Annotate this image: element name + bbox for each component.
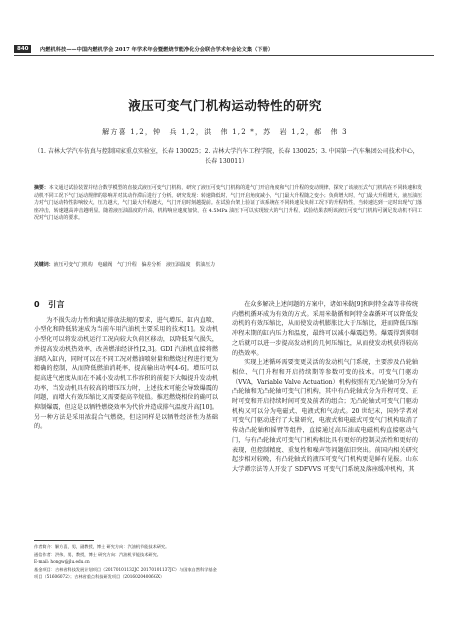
page-number: 840 xyxy=(14,45,31,53)
body-paragraph: 为不损失动力性和满足排放法规的要求，进气增压、缸内直喷、小型化和降低转速成为当前车用汽油机主要采用的技术[1]。发动机小型化可以将发动机运行工况向较大负荷区移动，以降低泵气损失，并提高发动机热效率，改善燃油经济性[2,3]。GDI 汽油机直接将燃油喷入缸内，同时可以在不同工况对燃油喷射量和燃烧过程进行更为精确的控制，从而降低燃油消耗率，提高输出功率[4-6]。增压可以提高进气密度从而在不减小发动机工作容积的前提下大幅提升发动机功率，当发动机具有较高的增压压力时，上述技术可能会导致爆震的问题，而增大有效压缩比又需要提高辛烷值。推迟燃烧相位的确可以抑制爆震，但这是以牺牲燃烧效率为代价并造成排气温度升高[10]。另一种方法是采用浓混合气燃烧，但这同样是以牺牲经济性为基础的。 xyxy=(34,316,218,431)
abstract-text: 本文通过试验装置并结合数学模型的直接式液压可变气门机构，研究了液压可变气门机构的进气门开启角度和气门升程的变动规律，探究了该液压式气门机构在不同转速和发动机不同工况下气门运动规律的影响并对其动作滞后进行了分析。研究发现：转速降低时，气门开启角度减小，气门最大升程随之变小；负荷增大时，气门最大升程增大，液压油压力对气门运动特性影响较大，压力越大，气门最大升程越大，气门开启时刻越提前。在试验台架上验证了该系统在不同转速及负荷工况下的升程特性，当转速达到一定时出现气门落座冲击，转速越高冲击越明显。随着液压油温度的升高，机构响应速度加快，在 4.5MPa 油压下可以实现较大的气门升程，试验结果表明该液压可变气门机构可满足发动机不同工况对气门运动的要求。 xyxy=(34,185,422,222)
right-column xyxy=(232,300,418,475)
affiliation: （1. 吉林大学汽车仿真与控制国家重点实验室，长春 130025；2. 吉林大学汽车工程学院，长春 130025；3. 中国第一汽车集团公司技术中心，长春 130011） xyxy=(34,148,419,165)
author-list: 解方喜 1,2，钟 兵 1,2，洪 伟 1,2 *，苏 岩 1,2，郝 伟 3 xyxy=(102,128,348,136)
paper-title: 液压可变气门机构运动特性的研究 xyxy=(128,98,322,113)
abstract xyxy=(34,185,422,223)
keywords xyxy=(34,262,422,270)
body-paragraph: 实现上述循环需要变更灵活的发动机气门系统，主要涉及凸轮轴相位、气门升程和开启持续期等参数可变的技术。可变气门驱动（VVA，Variable Valve Actuation）机构按照有无凸轮轴可分为有凸轮轴和无凸轮轴可变气门机构，其中有凸轮轴式分为升程可变、正时可变和开启持续时间可变及前者的组合；无凸轮轴式可变气门驱动机构又可以分为电磁式、电液式和气动式。20 世纪末，国外学者对可变气门驱动进行了大量研究，电液式和电磁式可变气门机构取消了传动凸轮轴和摇臂等组件，直接通过高压油或电磁机构直接驱动气门，与有凸轮轴式可变气门机构相比具有更好的控制灵活性和更好的表现，但控制精度、重复性和噪声等问题依旧突出。前国内相关研究起步相对较晚，有凸轮轴式的液压可变气门机构更是鲜有见报。山东大学谭宗法等人开发了 SDFVVS 可变气门系统及落座缓冲机构，其 xyxy=(232,359,418,473)
running-header xyxy=(14,44,434,56)
keywords-text: 液压可变气门机构 电磁阀 气门升程 偏差分析 液压油温度 供油压力 xyxy=(53,262,215,268)
footnote: E-mail: hongw@jlu.edu.cn xyxy=(34,559,90,564)
footnote: 通信作者：洪伟，男，教授，博士 研究方向：汽油机节能技术研究。 xyxy=(34,551,161,557)
body-paragraph: 在众多解决上述问题的方案中，诸如米勒[9]和阿特金森等非传统内燃机循环成为有效的方式。采用米勒循和阿特金森循环可以降低发动机的有效压缩比，从而使发动机膨胀比大于压缩比，进而降低压缩冲程末期的缸内压力和温度，最终可以减小爆震趋势。爆震得到抑制之后就可以进一步提高发动机的几何压缩比，从而使发动机获得较高的热效率。 xyxy=(232,301,418,357)
header-rule xyxy=(14,55,434,56)
left-column xyxy=(34,300,218,432)
footnote-rule xyxy=(34,540,94,541)
footnote: 作者简介：解方喜，男，副教授，博士 研究方向：汽油机节能技术研究。 xyxy=(34,544,170,549)
keywords-label: 关键词： xyxy=(34,262,54,268)
section-heading-intro: 0 引言 xyxy=(34,300,65,309)
footnotes xyxy=(34,543,218,581)
footnote: 基金项目：吉林省科技发展计划项目（20170101132JC 20170101137JC）与国家自然科学基金项目（51606072）；吉林省重点科技研发项目（20160204006GX） xyxy=(34,566,217,579)
abstract-label: 摘要： xyxy=(34,185,49,191)
running-title: 内燃机科技——中国内燃机学会 2017 年学术年会暨燃烧节能净化分会联合学术年会论文集（下册） xyxy=(40,47,274,53)
